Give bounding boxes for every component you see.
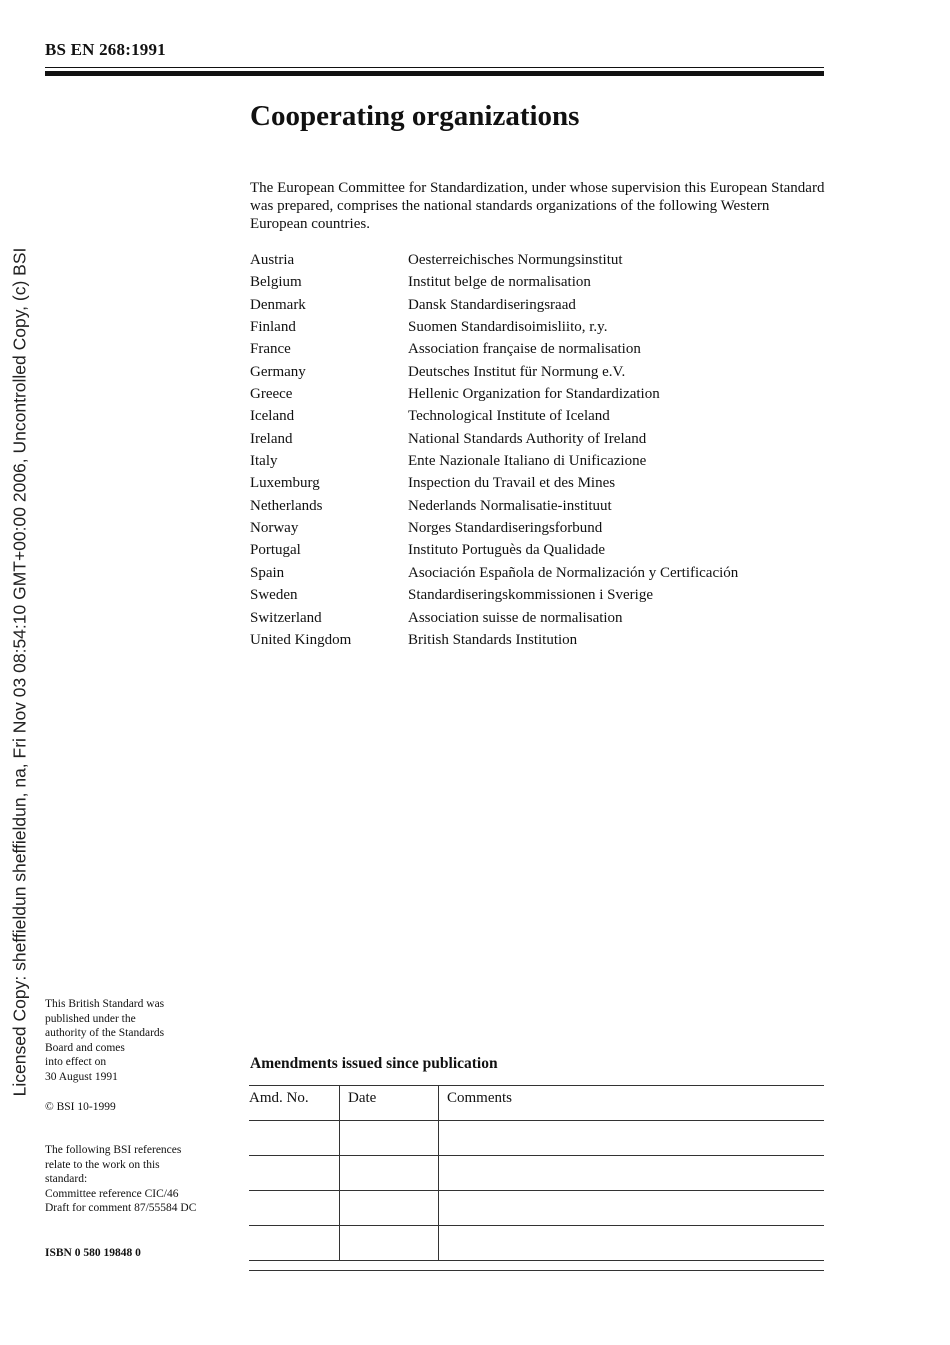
amendments-heading: Amendments issued since publication [250,1055,498,1072]
organization-row [250,384,825,406]
organization-row [250,585,825,607]
amendment-cell [340,1156,439,1191]
references-note [45,1143,245,1216]
organizations-list [250,250,825,652]
organization-row [250,362,825,384]
organization-row [250,473,825,495]
country-name: Switzerland [250,609,322,626]
amendment-cell [249,1121,340,1156]
column-header-amd-no: Amd. No. [249,1086,340,1121]
header-rule-thick [45,71,824,76]
country-name: Iceland [250,408,295,425]
amendment-row [249,1121,824,1156]
column-header-comments: Comments [439,1086,825,1121]
organization-name: Deutsches Institut für Normung e.V. [408,363,626,380]
amendments-header-row [249,1086,824,1121]
organization-row [250,272,825,294]
organization-row [250,339,825,361]
country-name: Ireland [250,430,293,447]
publication-note-line: Board and comes [45,1041,125,1054]
references-note-line: Committee reference CIC/46 [45,1187,179,1200]
organization-name: Suomen Standardisoimisliito, r.y. [408,319,608,336]
organization-row [250,295,825,317]
organization-row [250,563,825,585]
column-header-date: Date [340,1086,439,1121]
publication-note-line: into effect on [45,1056,107,1068]
references-note-line: standard: [45,1173,88,1185]
country-name: Portugal [250,542,301,559]
organization-row [250,250,825,272]
organization-name: Nederlands Normalisatie-instituut [408,497,612,514]
amendment-row [249,1156,824,1191]
organization-row [250,429,825,451]
organization-row [250,406,825,428]
header-rule-thin [45,67,824,68]
publication-note-line: authority of the Standards [45,1027,165,1039]
amendment-cell [249,1226,340,1261]
organization-row [250,518,825,540]
organization-row [250,608,825,630]
organization-row [250,630,825,652]
amendment-cell [340,1226,439,1261]
organization-name: Dansk Standardiseringsraad [408,296,576,313]
organization-name: Ente Nazionale Italiano di Unificazione [408,453,647,470]
organization-row [250,451,825,473]
organization-name: Technological Institute of Iceland [408,408,610,425]
amendment-cell [249,1191,340,1226]
isbn: ISBN 0 580 19848 0 [45,1247,141,1259]
organization-row [250,540,825,562]
organization-name: National Standards Authority of Ireland [408,430,647,447]
organization-name: Norges Standardiseringsforbund [408,520,603,537]
references-note-line: Draft for comment 87/55584 DC [45,1202,197,1214]
country-name: Denmark [250,296,306,313]
country-name: Greece [250,386,293,403]
amendment-cell [439,1121,825,1156]
amendment-cell [249,1156,340,1191]
organization-name: Hellenic Organization for Standardization [408,386,660,403]
country-name: Norway [250,520,299,537]
organization-name: Oesterreichisches Normungsinstitut [408,252,623,268]
amendment-row [249,1191,824,1226]
country-name: Sweden [250,587,298,604]
publication-note-line: published under the [45,1012,136,1025]
copyright-note: © BSI 10-1999 [45,1101,116,1113]
organization-row [250,317,825,339]
organization-name: Inspection du Travail et des Mines [408,475,616,492]
intro-paragraph: The European Committee for Standardization, under whose supervision this European Standard was prepared, comprises the national standards organizations of the following Western European countries. [250,180,825,232]
references-note-line: The following BSI references [45,1144,182,1156]
country-name: Netherlands [250,497,323,514]
publication-note-line: 30 August 1991 [45,1070,118,1083]
country-name: Spain [250,564,285,581]
country-name: France [250,341,291,358]
publication-note-line: This British Standard was [45,998,165,1010]
publication-note [45,997,245,1084]
page-title: Cooperating organizations [250,100,580,132]
amendment-cell [439,1156,825,1191]
organization-name: Instituto Portuguès da Qualidade [408,542,606,559]
license-watermark: Licensed Copy: sheffieldun sheffieldun, na, Fri Nov 03 08:54:10 GMT+00:00 2006, Uncontrolled Copy, (c) BSI [9,247,30,1097]
amendment-cell [340,1121,439,1156]
bottom-rule [249,1270,824,1271]
amendment-cell [439,1226,825,1261]
organization-row [250,496,825,518]
organization-name: Asociación Española de Normalización y Certificación [408,564,739,581]
amendments-table [249,1085,824,1261]
organization-name: Institut belge de normalisation [408,274,591,291]
country-name: Germany [250,363,306,380]
references-note-line: relate to the work on this [45,1158,160,1171]
country-name: Belgium [250,274,302,291]
country-name: Luxemburg [250,475,320,492]
amendment-cell [340,1191,439,1226]
organization-name: Standardiseringskommissionen i Sverige [408,587,653,604]
country-name: Italy [250,453,278,470]
country-name: Finland [250,319,296,336]
organization-name: Association suisse de normalisation [408,609,623,626]
organization-name: Association française de normalisation [408,341,641,358]
amendment-row [249,1226,824,1261]
country-name: Austria [250,252,295,268]
amendment-cell [439,1191,825,1226]
organization-name: British Standards Institution [408,631,578,648]
country-name: United Kingdom [250,631,352,648]
document-id: BS EN 268:1991 [45,40,166,59]
